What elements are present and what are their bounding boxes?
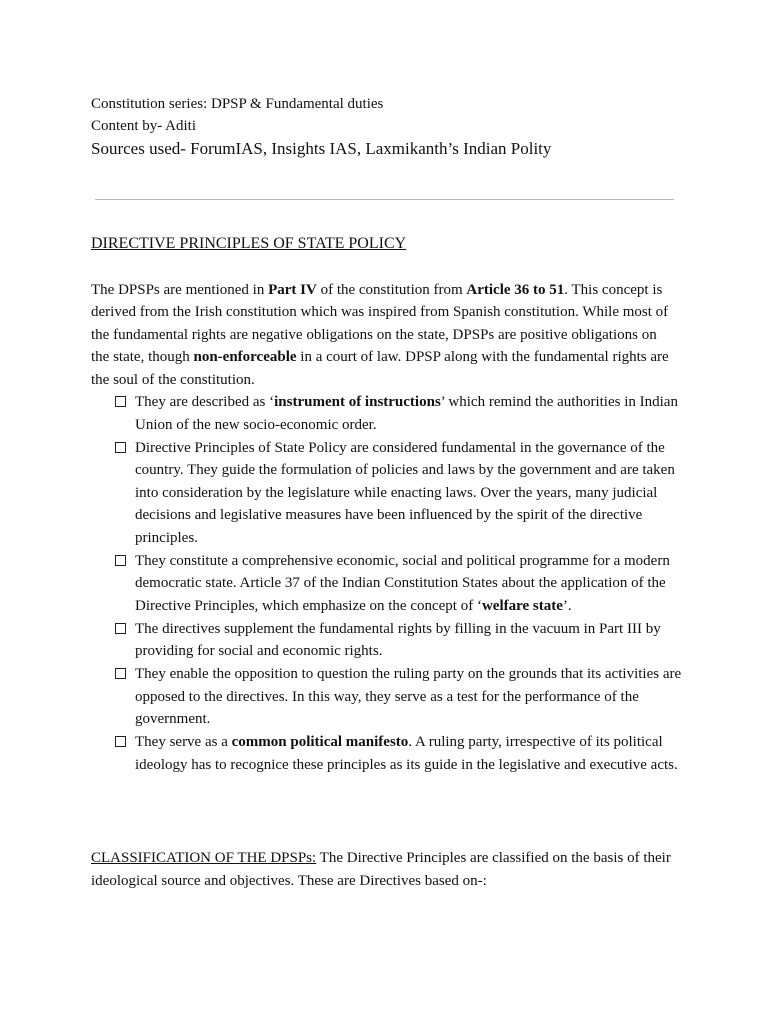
checkbox-icon bbox=[115, 736, 126, 747]
classification-heading: CLASSIFICATION OF THE DPSPs: bbox=[91, 850, 317, 866]
horizontal-divider bbox=[95, 199, 674, 200]
dpsp-bullet-list bbox=[91, 391, 691, 776]
checkbox-icon bbox=[115, 623, 126, 634]
list-item bbox=[91, 391, 691, 436]
bullet-1-text-a: They are described as ‘ bbox=[135, 394, 275, 410]
bullet-3-text-b: ’. bbox=[562, 597, 572, 614]
intro-text-4: in a court of law. DPSP along with the fundamental rights are the soul of the constitution. bbox=[91, 349, 669, 388]
checkbox-icon bbox=[115, 555, 126, 566]
document-header bbox=[91, 93, 691, 161]
intro-text-2: of the constitution from bbox=[316, 282, 467, 298]
section-heading: DIRECTIVE PRINCIPLES OF STATE POLICY bbox=[91, 235, 407, 252]
intro-text-3: . This concept is derived from the Irish constitution which was inspired from Spanish constitution. While most of the fundamental rights are negative obligations on the state, DPSPs are positive obligations on the state, though bbox=[91, 282, 669, 366]
list-item bbox=[91, 437, 691, 550]
checkbox-icon bbox=[115, 442, 126, 453]
series-title: Constitution series: DPSP & Fundamental duties bbox=[91, 96, 384, 112]
bullet-3-text-a: They constitute a comprehensive economic, social and political programme for a modern democratic state. Article 37 of the Indian Constitution States about the application of the Directive Principles, which emphasize on the concept of ‘ bbox=[135, 552, 670, 614]
bullet-text bbox=[135, 550, 691, 618]
list-item bbox=[91, 618, 691, 663]
classification-text: The Directive Principles are classified on the basis of their ideological source and objectives. These are Directives based on-: bbox=[91, 850, 671, 889]
bullet-6-text-b: . A ruling party, irrespective of its political ideology has to recognice these principles as its guide in the legislative and executive acts. bbox=[135, 734, 678, 773]
list-item bbox=[91, 550, 691, 618]
list-item bbox=[91, 731, 691, 776]
intro-bold-non-enforceable: non-enforceable bbox=[193, 349, 297, 366]
intro-text-1: The DPSPs are mentioned in bbox=[91, 282, 269, 298]
bullet-3-bold: welfare state bbox=[481, 597, 563, 614]
bullet-1-bold: instrument of instructions bbox=[274, 394, 441, 410]
list-item bbox=[91, 663, 691, 731]
sources-line: Sources used- ForumIAS, Insights IAS, Laxmikanth’s Indian Polity bbox=[91, 139, 552, 158]
intro-bold-part-iv: Part IV bbox=[268, 282, 317, 298]
bullet-text: Directive Principles of State Policy are considered fundamental in the governance of the country. They guide the formulation of policies and laws by the government and are taken into consideration by the legislature while enacting laws. Over the years, many judicial decisions and legislative measures have been influenced by the spirit of the directive principles. bbox=[135, 439, 675, 546]
checkbox-icon bbox=[115, 668, 126, 679]
author-line: Content by- Aditi bbox=[91, 118, 196, 134]
bullet-text: The directives supplement the fundamental rights by filling in the vacuum in Part III by providing for social and economic rights. bbox=[135, 620, 661, 659]
checkbox-icon bbox=[115, 396, 126, 407]
intro-paragraph bbox=[91, 279, 671, 391]
classification-paragraph bbox=[91, 847, 673, 892]
intro-bold-articles: Article 36 to 51 bbox=[466, 282, 565, 298]
bullet-6-text-a: They serve as a bbox=[135, 734, 232, 750]
bullet-text bbox=[135, 391, 691, 436]
bullet-text: They enable the opposition to question the ruling party on the grounds that its activities are opposed to the directives. In this way, they serve as a test for the performance of the government. bbox=[135, 666, 682, 727]
bullet-text bbox=[135, 731, 691, 776]
bullet-6-bold: common political manifesto bbox=[231, 734, 409, 750]
bullet-1-text-b: ’ which remind the authorities in Indian Union of the new socio-economic order. bbox=[135, 394, 678, 433]
